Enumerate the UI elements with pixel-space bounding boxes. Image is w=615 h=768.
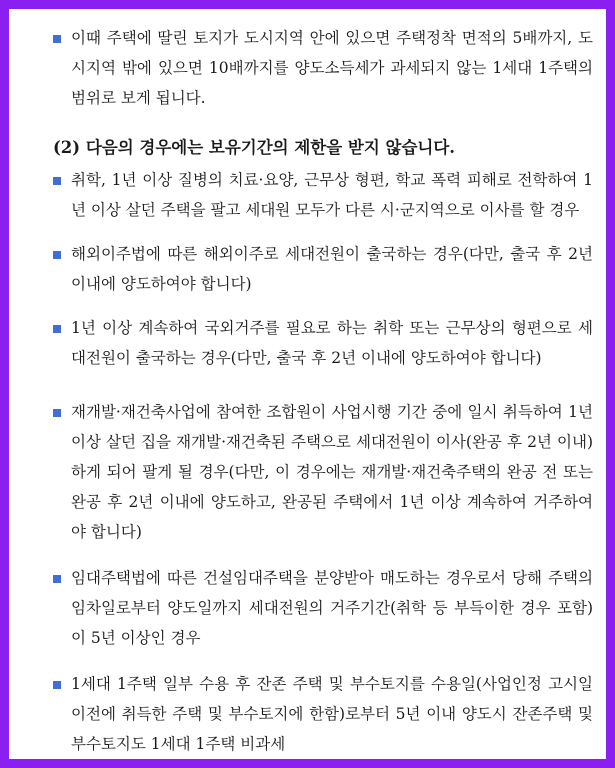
list-item (53, 239, 593, 299)
section-heading: (2) 다음의 경우에는 보유기간의 제한을 받지 않습니다. (53, 138, 456, 157)
square-bullet-icon (53, 325, 61, 333)
square-bullet-icon (53, 409, 61, 417)
list-item (53, 563, 593, 653)
list-item-text: 해외이주법에 따른 해외이주로 세대전원이 출국하는 경우(다만, 출국 후 2년 이내에 양도하여야 합니다) (71, 245, 593, 293)
list-item-text: 취학, 1년 이상 질병의 치료·요양, 근무상 형편, 학교 폭력 피해로 전학하여 1년 이상 살던 주택을 팔고 세대원 모두가 다른 시·군지역으로 이사를 할 경우 (71, 171, 593, 219)
square-bullet-icon (53, 35, 61, 43)
list-item-text: 1세대 1주택 일부 수용 후 잔존 주택 및 부수토지를 수용일(사업인정 고시일 이전에 취득한 주택 및 부수토지에 한함)로부터 5년 이내 양도시 잔존주택 및 부수토지도 1세대 1주택 비과세 (71, 675, 593, 753)
list-item-text: 1년 이상 계속하여 국외거주를 필요로 하는 취학 또는 근무상의 형편으로 세대전원이 출국하는 경우(다만, 출국 후 2년 이내에 양도하여야 합니다) (71, 319, 593, 367)
document-body (53, 23, 593, 759)
list-item (53, 313, 593, 373)
square-bullet-icon (53, 177, 61, 185)
list-item-text: 재개발·재건축사업에 참여한 조합원이 사업시행 기간 중에 일시 취득하여 1년 이상 살던 집을 재개발·재건축된 주택으로 세대전원이 이사(완공 후 2년 이내)하게 되어 팔게 될 경우(다만, 이 경우에는 재개발·재건축주택의 완공 전 또는 완공 후 2년 이내에 양도하고, 완공된 주택에서 1년 이상 계속하여 거주하여야 합니다) (71, 403, 593, 541)
square-bullet-icon (53, 681, 61, 689)
list-item (53, 397, 593, 547)
square-bullet-icon (53, 251, 61, 259)
list-item (53, 165, 593, 225)
list-item-text: 임대주택법에 따른 건설임대주택을 분양받아 매도하는 경우로서 당해 주택의 임차일로부터 양도일까지 세대전원의 거주기간(취학 등 부득이한 경우 포함)이 5년 이상인 경우 (71, 569, 593, 647)
list-item (53, 23, 593, 113)
square-bullet-icon (53, 575, 61, 583)
list-item-text: 이때 주택에 딸린 토지가 도시지역 안에 있으면 주택정착 면적의 5배까지, 도시지역 밖에 있으면 10배까지를 양도소득세가 과세되지 않는 1세대 1주택의 범위로 보게 됩니다. (71, 29, 593, 107)
list-item (53, 669, 593, 759)
